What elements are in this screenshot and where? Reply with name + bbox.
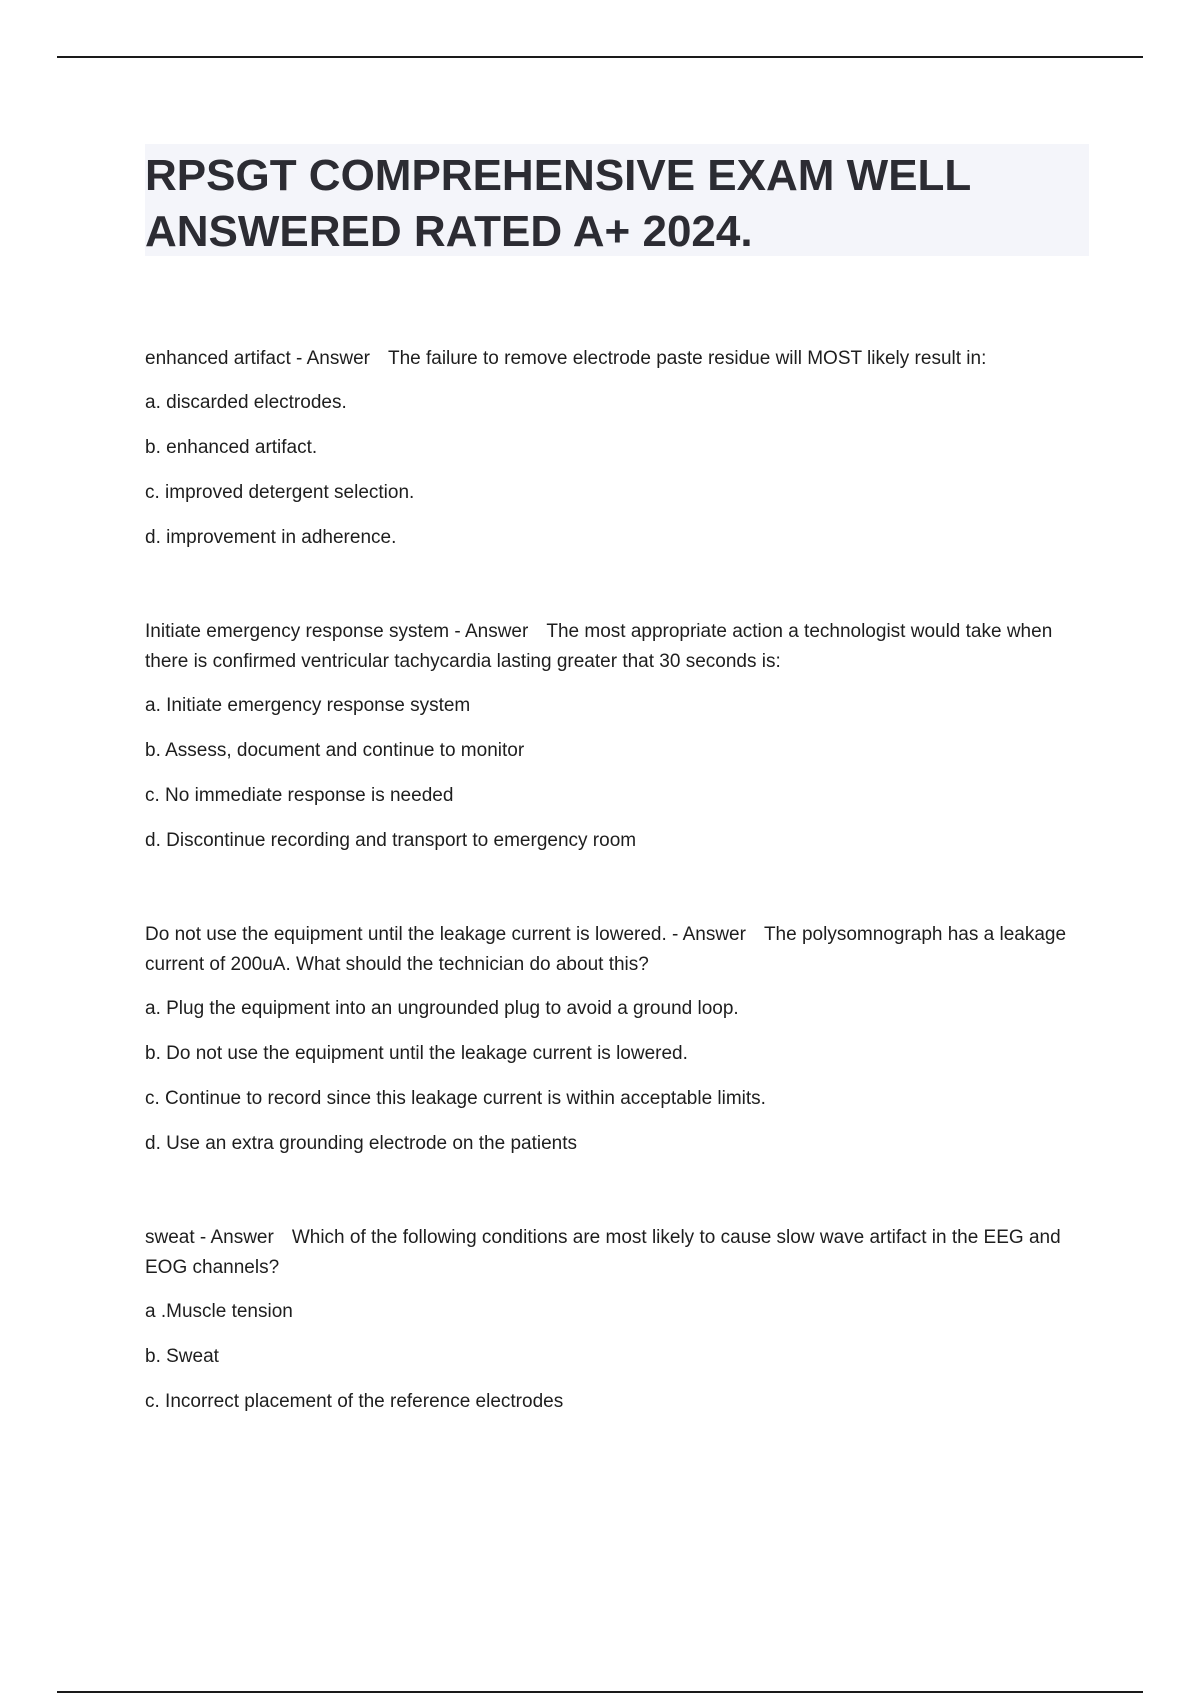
- option-c: c. improved detergent selection.: [145, 482, 415, 503]
- answer-label: enhanced artifact - Answer: [145, 348, 370, 369]
- option-c: c. No immediate response is needed: [145, 785, 454, 806]
- answer-label: Initiate emergency response system - Answer: [145, 621, 529, 642]
- option-a: a. Plug the equipment into an ungrounded plug to avoid a ground loop.: [145, 998, 739, 1019]
- answer-label: sweat - Answer: [145, 1227, 274, 1248]
- option-a: a. discarded electrodes.: [145, 392, 347, 413]
- option-c: c. Continue to record since this leakage current is within acceptable limits.: [145, 1088, 766, 1109]
- question-block-2: [145, 617, 1090, 856]
- document-body: [145, 344, 1090, 1481]
- option-b: b. enhanced artifact.: [145, 437, 318, 458]
- question-stem: [145, 1223, 1090, 1283]
- option-b: b. Sweat: [145, 1346, 219, 1367]
- header-rule: [57, 56, 1143, 58]
- document-title: RPSGT COMPREHENSIVE EXAM WELL ANSWERED RATED A+ 2024.: [145, 151, 971, 256]
- question-text: The polysomnograph has a leakage current of 200uA. What should the technician do about this?: [145, 924, 1067, 975]
- question-stem: [145, 344, 1090, 374]
- option-b: b. Do not use the equipment until the leakage current is lowered.: [145, 1043, 688, 1064]
- question-block-4: [145, 1223, 1090, 1417]
- title-block: [145, 144, 1089, 256]
- question-stem: [145, 617, 1090, 677]
- question-block-1: [145, 344, 1090, 553]
- option-d: d. Discontinue recording and transport to emergency room: [145, 830, 637, 851]
- question-text: Which of the following conditions are most likely to cause slow wave artifact in the EEG and EOG channels?: [145, 1227, 1061, 1278]
- option-b: b. Assess, document and continue to monitor: [145, 740, 525, 761]
- option-d: d. Use an extra grounding electrode on the patients: [145, 1133, 578, 1154]
- option-d: d. improvement in adherence.: [145, 527, 397, 548]
- question-block-3: [145, 920, 1090, 1159]
- answer-label: Do not use the equipment until the leakage current is lowered. - Answer: [145, 924, 746, 945]
- question-stem: [145, 920, 1090, 980]
- option-a: a. Initiate emergency response system: [145, 695, 471, 716]
- option-a: a .Muscle tension: [145, 1301, 293, 1322]
- question-text: The failure to remove electrode paste residue will MOST likely result in:: [387, 348, 987, 369]
- question-text: The most appropriate action a technologist would take when there is confirmed ventricular tachycardia lasting greater that 30 seconds is:: [145, 621, 1053, 672]
- option-c: c. Incorrect placement of the reference electrodes: [145, 1391, 564, 1412]
- footer-rule: [57, 1691, 1143, 1693]
